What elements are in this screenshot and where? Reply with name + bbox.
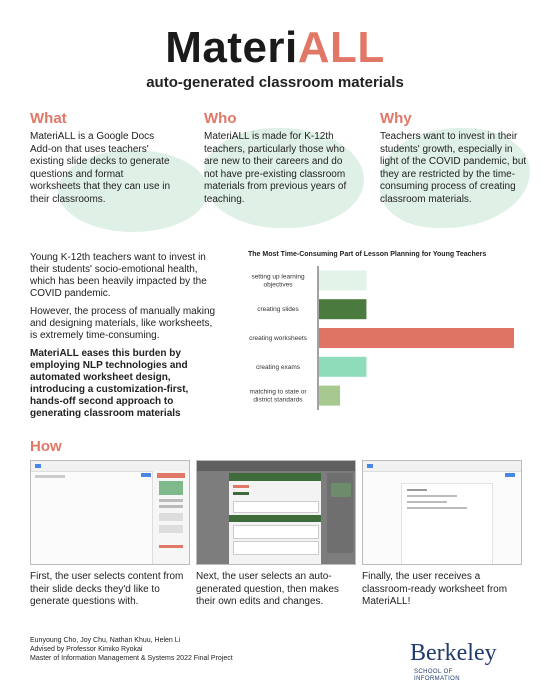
bar-1 (319, 299, 366, 319)
time-consuming-chart (240, 262, 530, 412)
how-step-1-caption: First, the user selects content from their slide decks they'd like to generate questions with. (30, 571, 184, 607)
berkeley-wordmark: Berkeley (410, 640, 497, 666)
category-label-0: setting up learning objectives (251, 273, 305, 289)
how-step-3-caption: Finally, the user receives a classroom-ready worksheet from MateriALL! (362, 571, 508, 607)
title-part-1: Materi (165, 23, 298, 72)
credits (30, 636, 290, 663)
screenshot-step-1 (30, 460, 190, 565)
why-heading: Why (380, 110, 412, 127)
category-label-3: creating exams (255, 363, 301, 371)
what-heading: What (30, 110, 67, 127)
context-paragraph-1: Young K-12th teachers want to invest in their students' socio-emotional health, which has been heavily impacted by the COVID pandemic. (30, 252, 207, 299)
logo-subtitle-1: SCHOOL OF (414, 668, 453, 675)
who-heading: Who (204, 110, 237, 127)
advisor-line: Advised by Professor Kimiko Ryokai (30, 646, 143, 653)
category-label-1: creating slides (257, 306, 299, 314)
authors-line: Eunyoung Cho, Joy Chu, Nathan Khuu, Helen Li (30, 637, 181, 644)
logo-subtitle-2: INFORMATION (414, 675, 460, 682)
screenshot-step-2 (196, 460, 356, 565)
screenshot-step-3 (362, 460, 522, 565)
chart-title: The Most Time-Consuming Part of Lesson Planning for Young Teachers (248, 251, 487, 258)
how-heading: How (30, 438, 62, 455)
context-paragraph-3: MateriALL eases this burden by employing NLP technologies and automated worksheet design, introducing a customization-first, hands-off second approach to generating classroom materials (30, 348, 189, 419)
bar-3 (319, 357, 366, 377)
what-text: MateriALL is a Google Docs Add-on that uses teachers' existing slide decks to generate questions and format worksheets that they can use in their classrooms. (30, 131, 171, 205)
context-paragraph-2: However, the process of manually making and designing materials, like worksheets, is extremely time-consuming. (30, 306, 216, 341)
who-text: MateriALL is made for K-12th teachers, particularly those who are new to their careers and do not have pre-existing classroom materials from previous years of teaching. (204, 131, 347, 205)
bar-4 (319, 386, 340, 406)
bar-0 (319, 270, 366, 290)
program-line: Master of Information Management & Systems 2022 Final Project (30, 655, 233, 662)
poster-title (0, 22, 550, 74)
berkeley-logo (410, 640, 550, 685)
how-step-2-caption: Next, the user selects an auto-generated question, then makes their own edits and changes. (196, 571, 339, 607)
title-part-2: ALL (297, 23, 385, 72)
why-text: Teachers want to invest in their students' growth, especially in light of the COVID pandemic, but they are restricted by the time-consuming process of creating classroom materials. (380, 131, 527, 205)
category-label-2: creating worksheets (249, 335, 307, 342)
category-label-4: matching to state or district standards (249, 388, 307, 404)
bar-2 (319, 328, 514, 348)
poster-subtitle: auto-generated classroom materials (146, 74, 404, 91)
